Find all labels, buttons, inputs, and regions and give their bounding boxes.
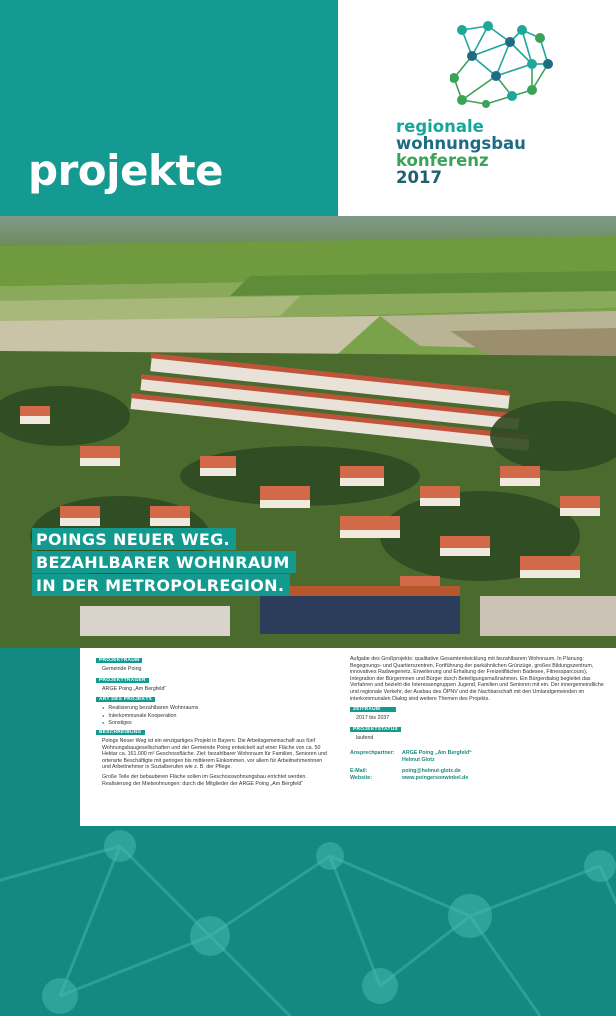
details-column-left xyxy=(96,656,328,790)
status-label: PROJEKTSTATUS xyxy=(350,727,401,732)
logo-line-3: konferenz xyxy=(396,151,489,170)
art-item: ● Sonstiges xyxy=(102,720,328,727)
contact-partner-org: ARGE Poing „Am Bergfeld“ xyxy=(402,750,472,757)
art-label: ART DES PROJEKTS xyxy=(96,697,155,702)
logo-line-1: regionale xyxy=(396,117,484,136)
contact-partner-row xyxy=(350,750,610,763)
contact-email-row xyxy=(350,768,610,775)
project-details-panel xyxy=(80,648,616,826)
contact-web-row xyxy=(350,775,610,782)
projektraum-value: Gemeinde Poing xyxy=(102,666,142,672)
contact-email-label: E-Mail: xyxy=(350,767,368,774)
details-column-right xyxy=(350,656,610,782)
contact-partner-value xyxy=(402,750,472,763)
contact-web-link[interactable]: www.poingersonwinkel.de xyxy=(402,775,469,782)
contact-web-label: Website: xyxy=(350,775,372,782)
beschreibung-label: BESCHREIBUNG xyxy=(96,730,145,735)
art-item: ● Realisierung bezahlbaren Wohnraums xyxy=(102,705,328,712)
logo-line-2: wohnungsbau xyxy=(396,134,526,153)
art-item: ● Interkommunale Kooperation xyxy=(102,713,328,720)
beschreibung-paragraph-2: Große Teile der bebauberen Fläche sollen im Geschosswohnungsbau errichtet werden. Realisierung der Mietwohnungen: durch die Mitglieder der ARGE Poing „Am Bergfeld“ xyxy=(102,773,307,787)
headline-line-1: POINGS NEUER WEG. xyxy=(32,528,236,550)
logo-line-4: 2017 xyxy=(396,168,442,187)
decorative-network-background xyxy=(0,826,616,1016)
beschreibung-paragraph-1: Poings Neuer Weg ist ein einzigartiges Projekt in Bayern. Die Arbeitsgemeinschaft aus fünf Wohnungsbaugesellschaften und der Gemeinde Poing entwickelt auf einer Fläche von ca. 50 Hektar ca. 161.000 m² Geschossfläche. Ziel: bezahlbarer Wohnraum für Familien, Senioren und orterarte Beschäftigte mit geringen bis mittlerem Einkommen, vor allem für Arbeitnehmerinnen und Arbeitnehmer in Sozialberufen wie z. B. der Pflege. xyxy=(102,737,327,771)
projekttraeger-value: ARGE Poing „Am Bergfeld“ xyxy=(102,685,167,692)
logo-panel xyxy=(338,0,616,216)
network-logo-icon xyxy=(450,20,560,115)
aufgaben-text: Aufgabe des Großprojekts: qualitative Gesamtentwicklung mit bezahlbarem Wohnraum. In Planung: Begegnungs- und Quartierszentren, Fortführung der parkähnlichen Grünzüge, großes Bildungszentrum, innovatives Radwegenetz, Erweiterung und Erhaltung der Freizeitflächen Badesee, Fitnessparcours), Integration der Bürgerinnen und Bürger durch Beteiligungsmaßnahmen. Ein Bürgerdialog begleitet das Verfahren und bezieht die Interessengruppen Jugend, Familien und Senioren mit ein. Der innergemeindliche und regionale Verkehr, der Ausbau des ÖPNV und die Nachbarschaft mit den Umlandgemeinden im interkommunalen Dialog sind weitere Themen des Projekts. xyxy=(350,656,604,702)
zeitraum-value: 2017 bis 2037 xyxy=(356,715,390,722)
project-headline xyxy=(32,528,296,597)
zeitraum-label: ZEITRAUM xyxy=(350,707,396,712)
projektraum-label: PROJEKTRAUM xyxy=(96,658,142,663)
conference-logo-text xyxy=(396,118,526,186)
projekttraeger-label: PROJEKTTRÄGER xyxy=(96,678,149,683)
contact-partner-label: Ansprechpartner: xyxy=(350,750,395,757)
headline-line-3: IN DER METROPOLREGION. xyxy=(32,574,290,596)
headline-line-2: BEZAHLBARER WOHNRAUM xyxy=(32,551,296,573)
contact-email-link[interactable]: poing@helmut-glotz.de xyxy=(402,767,461,774)
page-title: projekte xyxy=(28,146,224,195)
status-value: laufend xyxy=(356,734,374,741)
header-teal-panel xyxy=(0,0,338,216)
contact-partner-person: Helmut Glotz xyxy=(402,756,435,763)
